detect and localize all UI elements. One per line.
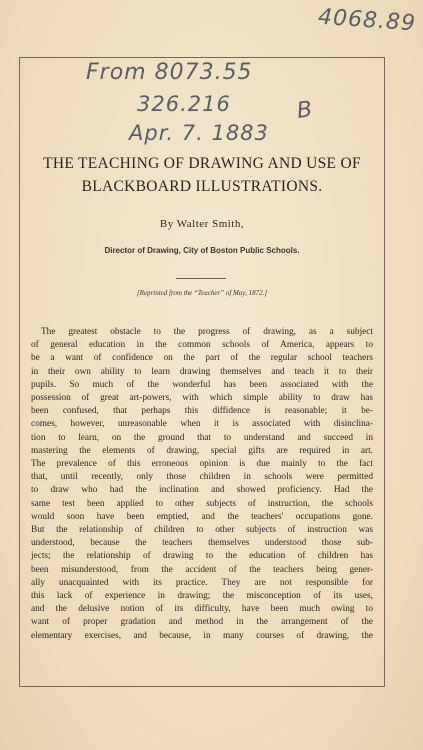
body-line: been confused, that perhaps this diffidence is reasonable; it be- [31,406,373,417]
author-affiliation: Director of Drawing, City of Boston Public Schools. [104,246,300,255]
handwritten-catalog-number: 4068.89 [317,4,417,37]
body-line: of general education in the common schools of America, appears to [31,340,373,351]
document-title-line-2: BLACKBOARD ILLUSTRATIONS. [81,178,323,195]
body-line: possession of great art-powers, with which simple ability to draw has [31,393,373,404]
body-line: tion to learn, on the ground that to understand and succeed in [31,432,373,443]
handwritten-mark: B [295,97,315,124]
body-line: The prevalence of this erroneous opinion is due mainly to the fact [31,459,373,470]
handwritten-note-line-2: 326.216 [137,92,231,116]
body-line: elementary exercises, and because, in many courses of drawing, the [31,630,373,641]
body-line: would soon have been emptied, and the teachers' occupations gone. [31,511,373,522]
body-line: be a want of confidence on the part of the regular school teachers [31,353,373,364]
divider-rule [176,278,226,279]
body-line: want of proper gradation and method in the arrangement of the [31,617,373,628]
reprint-note: [Reprinted from the “Teacher” of May, 1872.] [136,289,268,297]
body-line: same test been applied to other subjects of instruction, the schools [31,498,373,509]
body-line: understood, because the teachers themselves understood those sub- [31,538,373,549]
body-line: to draw who had the inclination and showed proficiency. Had the [31,485,373,496]
body-line: in their own ability to learn drawing themselves and teach it to their [31,366,373,377]
body-line: that, until recently, only those children in schools were permitted [31,472,373,483]
body-text [31,326,373,643]
body-line: mastering the elements of drawing, special gifts are required in art. [31,445,373,456]
handwritten-note-line-1: From 8073.55 [86,60,253,85]
body-line: But the relationship of children to other subjects of instruction was [31,525,373,536]
body-line: The greatest obstacle to the progress of drawing, as a subject [41,327,373,337]
body-line: pupils. So much of the wonderful has been associated with the [31,379,373,390]
body-line: ally unacquainted with its practice. They are not responsible for [31,577,373,588]
author-byline: By Walter Smith, [159,218,245,230]
document-title-line-1: THE TEACHING OF DRAWING AND USE OF [43,155,361,172]
handwritten-date: Apr. 7. 1883 [129,121,269,145]
body-line: this lack of experience in drawing; the misconception of its uses, [31,591,373,602]
body-line: jects; the relationship of drawing to the education of children has [31,551,373,562]
body-line: comes, however, unreasonable when it is associated with disinclina- [31,419,373,430]
body-line: been misunderstood, from the accident of the teachers being gener- [31,564,373,575]
body-line: and the delusive notion of its difficulty, have been much owing to [31,604,373,615]
